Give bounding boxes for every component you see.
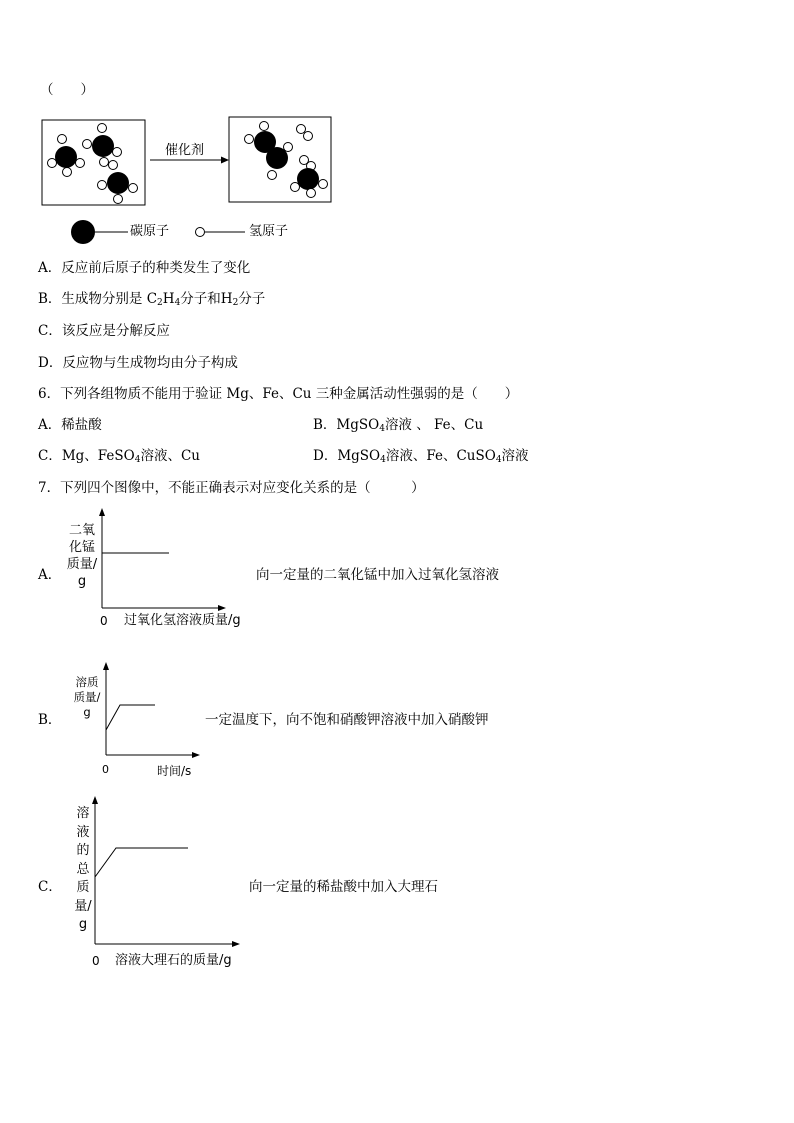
hydrogen-atom — [304, 132, 313, 141]
graph-a-axes — [95, 506, 235, 616]
hydrogen-atom — [98, 124, 107, 133]
graph-a-description: 向一定量的二氧化锰中加入过氧化氢溶液 — [256, 567, 499, 583]
hydrogen-atom — [76, 159, 85, 168]
graph-b-origin: 0 — [102, 763, 109, 776]
hydrogen-atom — [319, 180, 328, 189]
hydrogen-atom — [48, 159, 57, 168]
q7-stem: 7．下列四个图像中，不能正确表示对应变化关系的是（ ） — [38, 480, 425, 496]
q6-option-a: A．稀盐酸 — [38, 417, 102, 433]
carbon-atom — [297, 168, 319, 190]
graph-c-origin: 0 — [92, 954, 100, 968]
reaction-diagram — [40, 118, 340, 208]
hydrogen-atom — [129, 184, 138, 193]
answer-blank: （ ） — [40, 82, 94, 98]
hydrogen-atom — [98, 181, 107, 190]
hydrogen-atom — [63, 168, 72, 177]
hydrogen-atom — [245, 135, 254, 144]
graph-a-xlabel: 过氧化氢溶液质量/g — [124, 613, 241, 628]
hydrogen-atom — [307, 189, 316, 198]
hydrogen-atom — [100, 158, 109, 167]
q6-option-c: C．Mg、FeSO$_4$溶液、Cu — [38, 448, 200, 465]
q5-option-d: D．反应物与生成物均由分子构成 — [38, 355, 238, 371]
carbon-legend-icon — [71, 220, 95, 244]
q6-stem: 6．下列各组物质不能用于验证 Mg、Fe、Cu 三种金属活动性强弱的是（ ） — [38, 386, 519, 402]
carbon-atom — [55, 146, 77, 168]
graph-b-description: 一定温度下，向不饱和硝酸钾溶液中加入硝酸钾 — [205, 712, 489, 728]
graph-c-description: 向一定量的稀盐酸中加入大理石 — [249, 879, 438, 895]
carbon-atom — [107, 172, 129, 194]
legend-carbon-label: 碳原子 — [130, 224, 170, 239]
graph-c-ylabel: 溶液的总质量/g — [74, 806, 92, 932]
q5-option-a: A．反应前后原子的种类发生了变化 — [38, 260, 251, 276]
graph-b-curve — [106, 705, 155, 730]
graph-a-ylabel: 二氧化锰质量/g — [66, 523, 98, 589]
hydrogen-atom — [291, 183, 300, 192]
carbon-atom — [92, 135, 114, 157]
hydrogen-atom — [58, 135, 67, 144]
hydrogen-atom — [113, 148, 122, 157]
hydrogen-atom — [83, 140, 92, 149]
q5-option-b: B．生成物分别是 $C_2H_4$分子和$H_2$分子 — [38, 291, 266, 308]
legend-hydrogen-label: 氢原子 — [249, 224, 289, 239]
arrow-head — [221, 157, 229, 164]
hydrogen-atom — [268, 171, 277, 180]
hydrogen-atom — [284, 143, 293, 152]
catalyst-label: 催化剂 — [165, 143, 205, 158]
graph-c-curve — [95, 848, 188, 877]
graph-a-letter: A． — [38, 567, 62, 583]
hydrogen-atom — [109, 161, 118, 170]
q5-option-c: C．该反应是分解反应 — [38, 323, 170, 339]
graph-a-origin: 0 — [100, 614, 108, 628]
graph-c-letter: C． — [38, 879, 62, 895]
hydrogen-atom — [297, 125, 306, 134]
graph-b-xlabel: 时间/s — [157, 764, 192, 778]
hydrogen-atom — [260, 122, 269, 131]
graph-c-xlabel: 溶液大理石的质量/g — [115, 953, 232, 968]
q6-option-d: D．MgSO$_4$溶液、Fe、CuSO$_4$溶液 — [313, 448, 529, 465]
q6-option-b: B．MgSO$_4$溶液 、 Fe、Cu — [313, 417, 484, 434]
graph-b-axes — [100, 660, 210, 760]
graph-b-ylabel: 溶质质量/g — [73, 675, 101, 719]
graph-b-letter: B． — [38, 712, 62, 728]
graph-c-axes — [88, 793, 248, 948]
hydrogen-legend-icon — [196, 228, 205, 237]
hydrogen-atom — [114, 195, 123, 204]
